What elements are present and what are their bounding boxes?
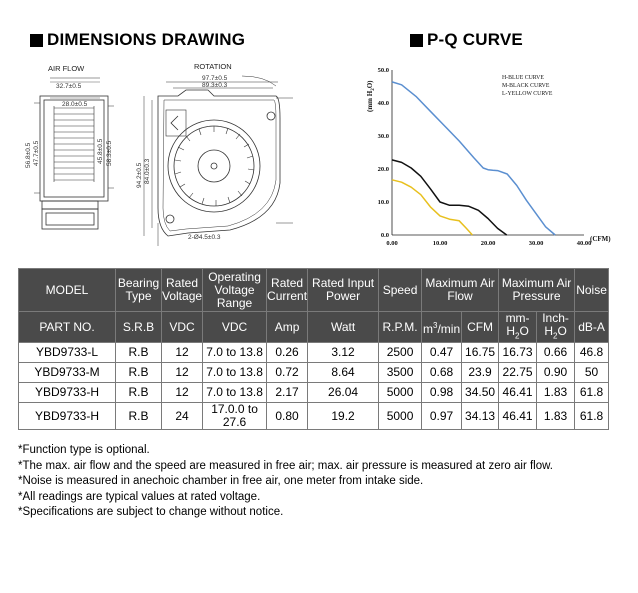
- table-header-row: [19, 269, 609, 312]
- footnote: *All readings are typical values at rated voltage.: [18, 490, 261, 503]
- legend-h: H-BLUE CURVE: [502, 75, 544, 81]
- cell-noise: 61.8: [575, 403, 609, 430]
- pq-curve-chart: [362, 58, 632, 258]
- cell-mmh2o: 22.75: [499, 363, 537, 383]
- th-rpm: R.P.M.: [379, 312, 422, 343]
- dim-side-a: 56.8±0.5: [25, 142, 32, 168]
- cell-current: 0.72: [267, 363, 308, 383]
- x-tick-label: 10.00: [432, 240, 448, 247]
- cell-speed: 5000: [379, 383, 422, 403]
- th-vdc-range: VDC: [203, 312, 267, 343]
- y-tick-label: 30.0: [377, 133, 389, 140]
- dim-height-a: 94.2±0.5: [136, 162, 143, 188]
- th-srb: S.R.B: [116, 312, 162, 343]
- cell-speed: 5000: [379, 403, 422, 430]
- cell-inh2o: 0.66: [537, 343, 575, 363]
- th-inchh2o: Inch- $H_2O$: [537, 312, 575, 343]
- x-tick-label: 30.00: [528, 240, 544, 247]
- cell-inh2o: 0.90: [537, 363, 575, 383]
- cell-m3: 0.47: [422, 343, 462, 363]
- cell-power: 3.12: [308, 343, 379, 363]
- dimensions-title-text: DIMENSIONS DRAWING: [47, 30, 246, 49]
- th-amp: Amp: [267, 312, 308, 343]
- cell-range: 7.0 to 13.8: [203, 363, 267, 383]
- footnotes: [18, 443, 553, 521]
- y-tick-label: 40.0: [377, 100, 389, 107]
- cell-current: 0.26: [267, 343, 308, 363]
- th-model: MODEL: [19, 269, 116, 312]
- cell-cfm: 23.9: [462, 363, 499, 383]
- cell-m3: 0.97: [422, 403, 462, 430]
- table-row: [19, 403, 609, 430]
- dim-side-b: 47.7±0.5: [33, 140, 40, 166]
- cell-mmh2o: 16.73: [499, 343, 537, 363]
- chart-series: [392, 82, 555, 235]
- air-flow-label: AIR FLOW: [48, 64, 85, 73]
- series-line-m: [392, 160, 507, 235]
- chart-ticks: [378, 67, 592, 247]
- cell-cfm: 34.13: [462, 403, 499, 430]
- x-tick-label: 20.00: [480, 240, 496, 247]
- cell-noise: 46.8: [575, 343, 609, 363]
- cell-inh2o: 1.83: [537, 403, 575, 430]
- cell-range: 7.0 to 13.8: [203, 343, 267, 363]
- cell-current: 2.17: [267, 383, 308, 403]
- footnote: *Noise is measured in anechoic chamber in free air, one meter from intake side.: [18, 475, 424, 487]
- cell-voltage: 24: [162, 403, 203, 430]
- legend-l: L-YELLOW CURVE: [502, 91, 553, 97]
- cell-part: YBD9733-M: [19, 363, 116, 383]
- cell-bearing: R.B: [116, 363, 162, 383]
- rotation-label: ROTATION: [194, 62, 232, 71]
- footnote: *The max. air flow and the speed are measured in free air; max. air pressure is measured at zero air flow.: [18, 459, 553, 472]
- dim-hole: 2-Ø4.5±0.3: [188, 234, 221, 241]
- chart-axes: [392, 70, 584, 235]
- cell-part: YBD9733-H: [19, 403, 116, 430]
- series-line-h: [392, 82, 555, 235]
- chart-xlabel: (CFM): [590, 235, 611, 243]
- chart-ylabel: (mm $H_2O$): [366, 80, 376, 112]
- th-voltage: Rated Voltage: [162, 269, 203, 312]
- cell-voltage: 12: [162, 363, 203, 383]
- chart-legend: [502, 75, 553, 97]
- cell-speed: 3500: [379, 363, 422, 383]
- cell-m3: 0.98: [422, 383, 462, 403]
- cell-noise: 50: [575, 363, 609, 383]
- th-speed: Speed: [379, 269, 422, 312]
- fan-front-view: [144, 76, 293, 246]
- dim-height-b: 84.0±0.3: [144, 158, 151, 184]
- th-noise: Noise: [575, 269, 609, 312]
- x-tick-label: 0.00: [386, 240, 398, 247]
- x-tick-label: 40.00: [576, 240, 592, 247]
- dim-top-outer: 97.7±0.5: [202, 75, 228, 82]
- cell-mmh2o: 46.41: [499, 383, 537, 403]
- cell-cfm: 34.50: [462, 383, 499, 403]
- cell-cfm: 16.75: [462, 343, 499, 363]
- table-subheader-row: [19, 312, 609, 343]
- series-line-l: [392, 180, 472, 235]
- th-part-no: PART NO.: [19, 312, 116, 343]
- th-watt: Watt: [308, 312, 379, 343]
- th-power: Rated Input Power: [308, 269, 379, 312]
- th-cfm: CFM: [462, 312, 499, 343]
- th-pressure: Maximum Air Pressure: [499, 269, 575, 312]
- cell-bearing: R.B: [116, 383, 162, 403]
- square-bullet-icon: [410, 34, 423, 47]
- dimensions-drawing-title: [30, 30, 245, 50]
- footnote: *Specifications are subject to change without notice.: [18, 506, 284, 518]
- cell-power: 19.2: [308, 403, 379, 430]
- cell-power: 26.04: [308, 383, 379, 403]
- y-tick-label: 0.0: [380, 232, 389, 239]
- cell-part: YBD9733-L: [19, 343, 116, 363]
- cell-bearing: R.B: [116, 403, 162, 430]
- cell-range: 7.0 to 13.8: [203, 383, 267, 403]
- cell-power: 8.64: [308, 363, 379, 383]
- dim-side-c: 45.8±0.5: [97, 138, 104, 164]
- table-row: [19, 343, 609, 363]
- th-current: Rated Current: [267, 269, 308, 312]
- spec-table: [18, 268, 609, 430]
- cell-bearing: R.B: [116, 343, 162, 363]
- th-m3min: $m^3/\min$: [422, 312, 462, 343]
- cell-mmh2o: 46.41: [499, 403, 537, 430]
- th-airflow: Maximum Air Flow: [422, 269, 499, 312]
- th-dba: dB-A: [575, 312, 609, 343]
- y-tick-label: 20.0: [377, 166, 389, 173]
- cell-range: 17.0.0 to 27.6: [203, 403, 267, 430]
- y-tick-label: 50.0: [377, 67, 389, 74]
- cell-noise: 61.8: [575, 383, 609, 403]
- dim-width-inner: 28.0±0.5: [62, 101, 88, 108]
- cell-speed: 2500: [379, 343, 422, 363]
- y-tick-label: 10.0: [377, 199, 389, 206]
- th-range: Operating Voltage Range: [203, 269, 267, 312]
- dimensions-drawing: [18, 58, 363, 253]
- legend-m: M-BLACK CURVE: [502, 83, 550, 89]
- th-mmh2o: mm- $H_2O$: [499, 312, 537, 343]
- cell-current: 0.80: [267, 403, 308, 430]
- table-row: [19, 383, 609, 403]
- th-vdc: VDC: [162, 312, 203, 343]
- dim-top-inner: 89.3±0.3: [202, 82, 228, 89]
- cell-inh2o: 1.83: [537, 383, 575, 403]
- square-bullet-icon: [30, 34, 43, 47]
- pq-curve-title: [410, 30, 523, 50]
- cell-voltage: 12: [162, 383, 203, 403]
- cell-voltage: 12: [162, 343, 203, 363]
- cell-part: YBD9733-H: [19, 383, 116, 403]
- th-bearing: Bearing Type: [116, 269, 162, 312]
- table-row: [19, 363, 609, 383]
- cell-m3: 0.68: [422, 363, 462, 383]
- footnote: *Function type is optional.: [18, 444, 150, 456]
- pq-title-text: P-Q CURVE: [427, 30, 523, 49]
- dim-side-d: 58.3±0.5: [106, 140, 113, 166]
- dim-width-outer: 32.7±0.5: [56, 83, 82, 90]
